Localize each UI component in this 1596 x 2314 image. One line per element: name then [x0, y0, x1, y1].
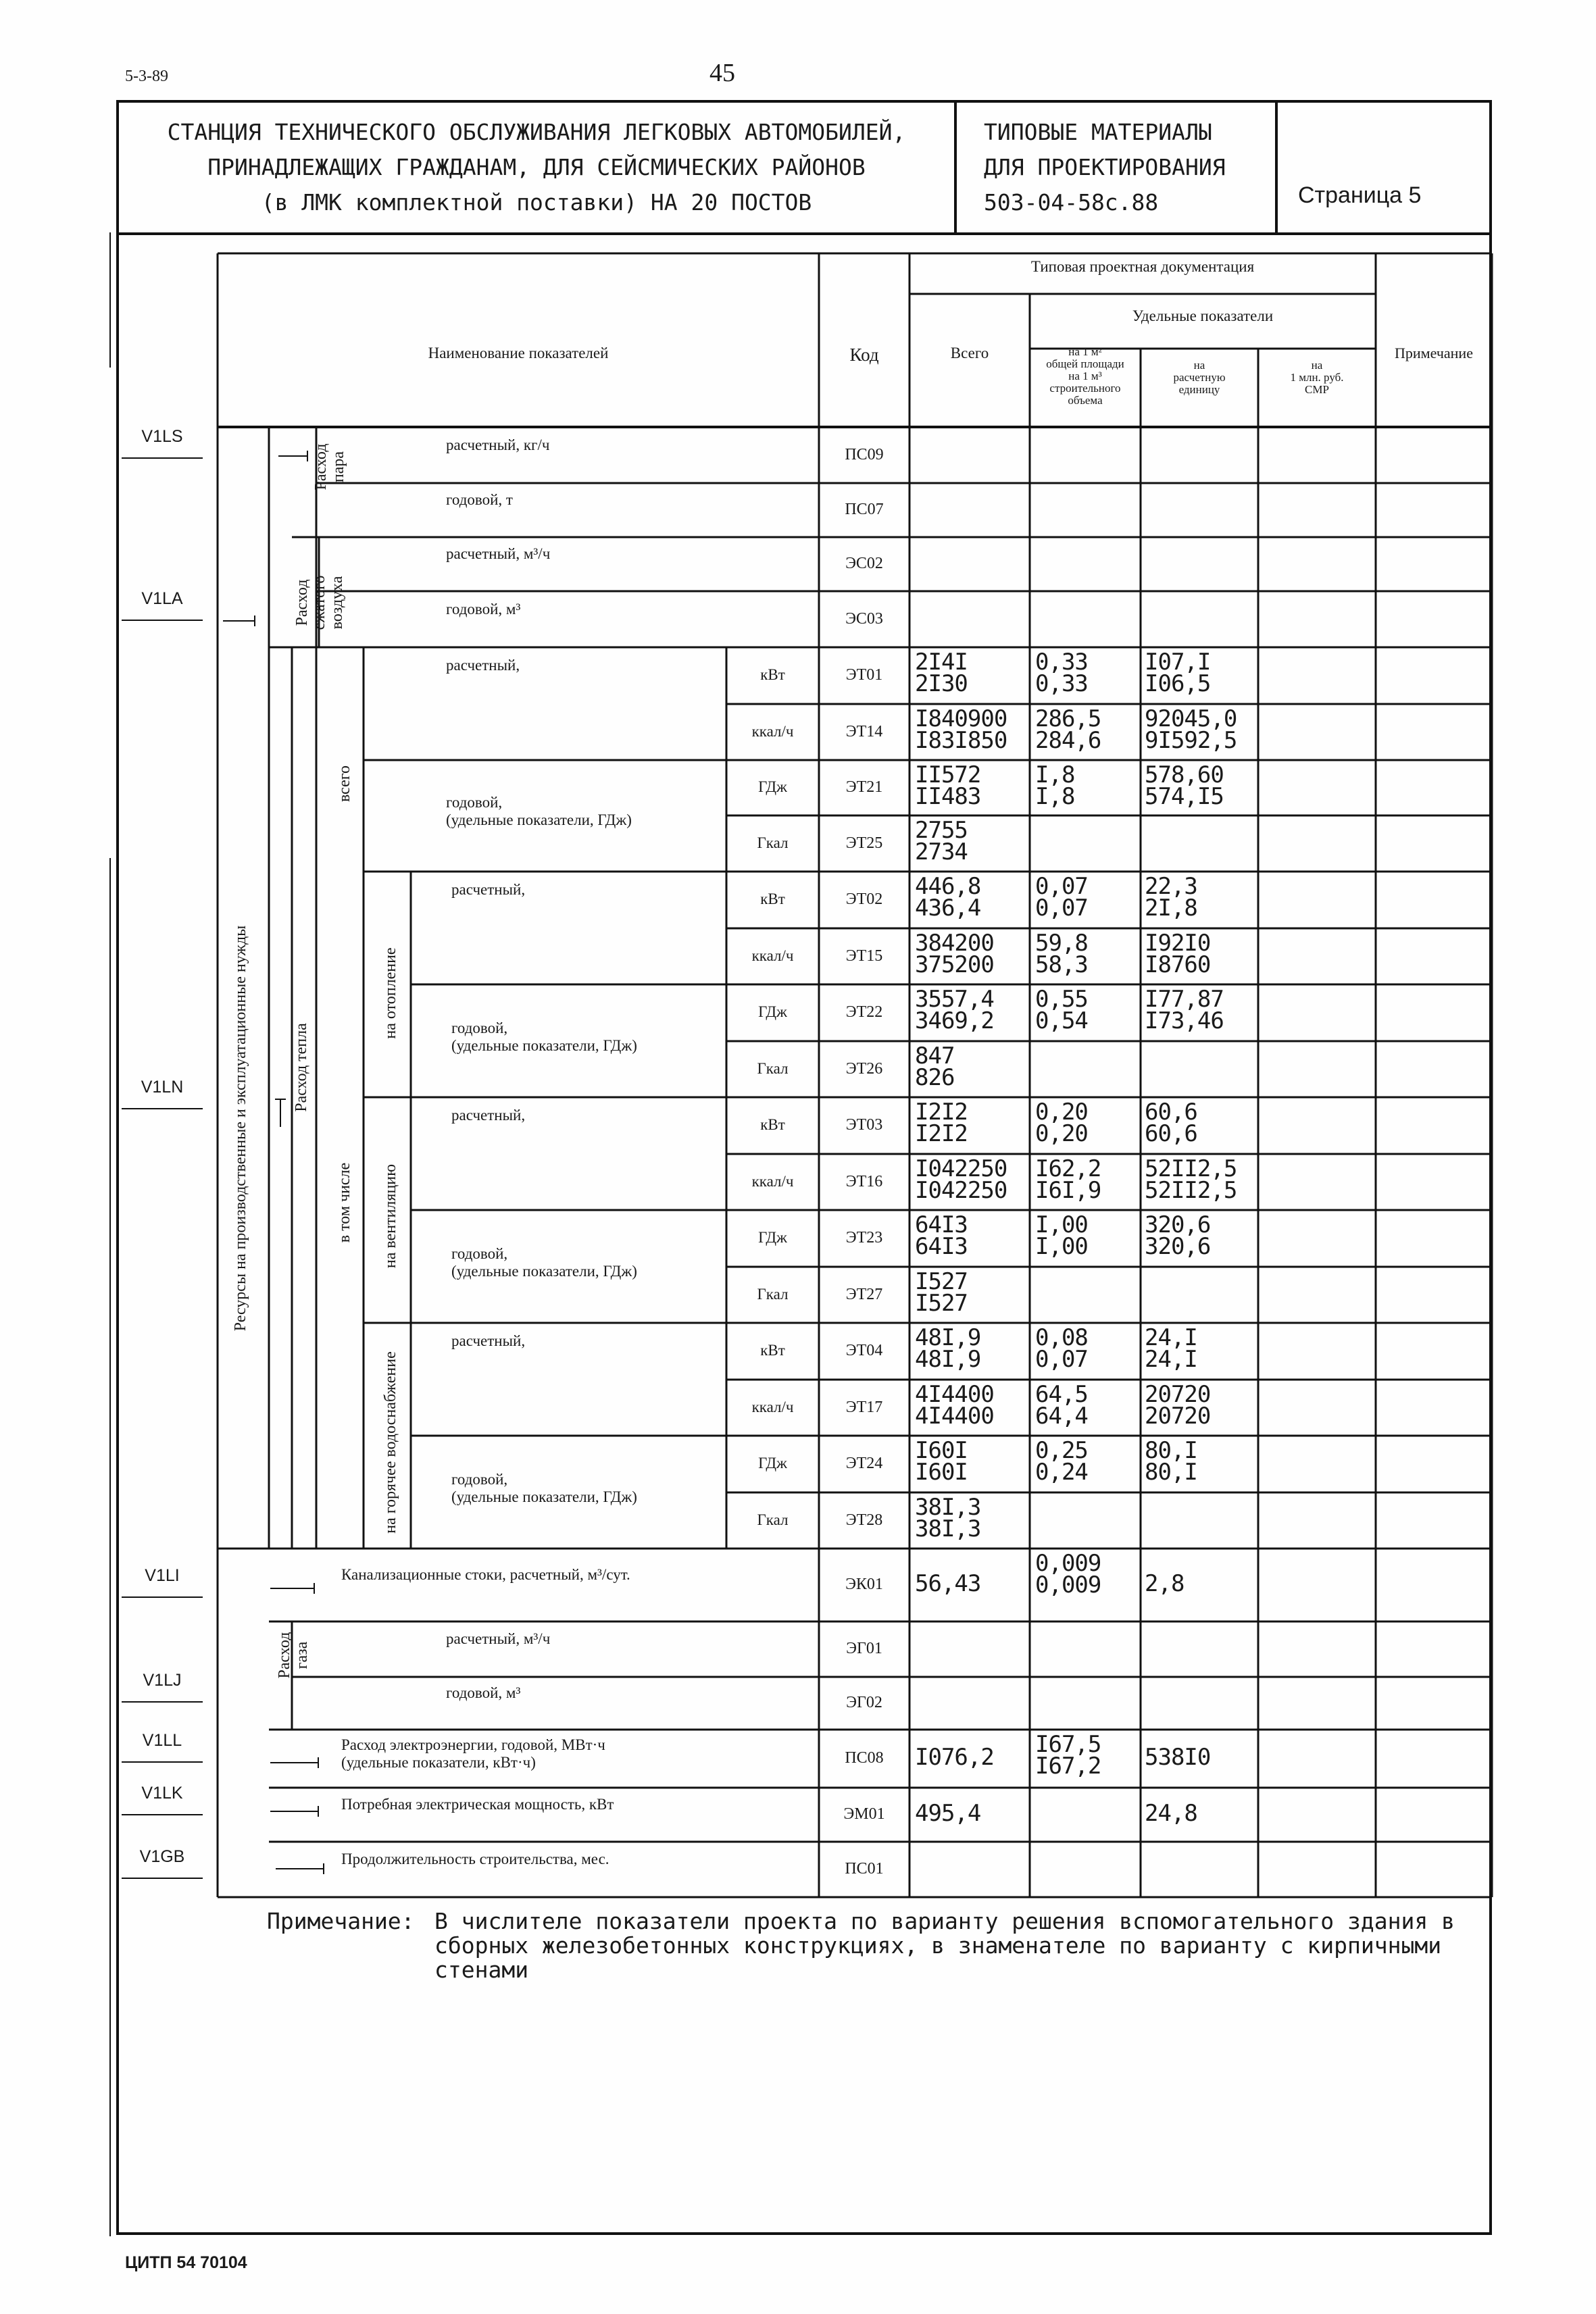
row-per-unit: 92045,0 9I592,5	[1145, 705, 1237, 754]
row-label: Продолжительность строительства, мес.	[341, 1851, 609, 1867]
group-heat: Расход тепла	[293, 1023, 310, 1112]
side-code-v1li: V1LI	[122, 1566, 203, 1586]
row-label: расчетный,	[451, 1332, 526, 1349]
header-name: Наименование показателей	[428, 345, 609, 361]
gas-l1: Расход	[276, 1632, 293, 1679]
row-per-unit: 538I0	[1145, 1744, 1211, 1771]
title-line-1: СТАНЦИЯ ТЕХНИЧЕСКОГО ОБСЛУЖИВАНИЯ ЛЕГКОВЫХ АВТОМОБИЛЕЙ,	[167, 119, 906, 145]
group-vent: на вентиляцию	[382, 1163, 399, 1269]
row-unit: ккал/ч	[751, 1398, 794, 1415]
row-per-m2: 0,55 0,54	[1035, 986, 1088, 1034]
footer-code: ЦИТП 54 70104	[125, 2253, 247, 2272]
gas-l2: газа	[293, 1641, 311, 1669]
row-label: годовой,	[446, 794, 503, 811]
row-label: расчетный,	[451, 1107, 526, 1124]
row-code: ЭТ02	[845, 890, 883, 908]
row-code: ЭТ28	[845, 1511, 883, 1529]
side-code-v1ls: V1LS	[122, 427, 203, 447]
row-per-unit: 578,60 574,I5	[1145, 761, 1224, 810]
row-unit: кВт	[760, 890, 785, 907]
group-total: всего	[336, 765, 353, 803]
row-code: ЭМ01	[843, 1805, 885, 1823]
row-unit: ГДж	[758, 1003, 787, 1020]
row-code: ЭТ04	[845, 1342, 883, 1359]
row-per-m2: 0,25 0,24	[1035, 1437, 1088, 1486]
per-mln-l2: 1 млн. руб.	[1290, 371, 1344, 384]
row-per-m2: 0,33 0,33	[1035, 649, 1088, 697]
row-per-unit: 52II2,5 52II2,5	[1145, 1155, 1237, 1204]
row-per-m2: I62,2 I6I,9	[1035, 1155, 1101, 1204]
row-per-unit: 320,6 320,6	[1145, 1211, 1211, 1260]
row-total: 446,8 436,4	[915, 873, 981, 922]
row-code: ПС07	[845, 501, 884, 518]
row-total: 48I,9 48I,9	[915, 1324, 981, 1373]
row-label: расчетный, м³/ч	[446, 1630, 551, 1647]
side-code-v1ll: V1LL	[122, 1731, 203, 1751]
row-per-m2: I,00 I,00	[1035, 1211, 1088, 1260]
row-label: годовой, м³	[446, 600, 521, 618]
series-line-1: ТИПОВЫЕ МАТЕРИАЛЫ	[984, 119, 1212, 145]
row-per-m2: 59,8 58,3	[1035, 930, 1088, 978]
steam-l1: Расход	[312, 443, 330, 491]
group-incl: в том числе	[336, 1162, 353, 1243]
document-code: 5-3-89	[125, 68, 168, 85]
row-per-unit: 24,8	[1145, 1800, 1197, 1827]
series-line-2: ДЛЯ ПРОЕКТИРОВАНИЯ	[984, 154, 1226, 180]
row-total: I840900 I83I850	[915, 705, 1007, 754]
row-per-unit: I92I0 I8760	[1145, 930, 1211, 978]
row-code: ЭТ24	[845, 1455, 883, 1472]
row-per-unit: 22,3 2I,8	[1145, 873, 1197, 922]
per-mln-l1: на	[1311, 359, 1323, 372]
row-total: I60I I60I	[915, 1437, 968, 1486]
row-per-unit: I07,I I06,5	[1145, 649, 1211, 697]
row-label: Канализационные стоки, расчетный, м³/сут.	[341, 1566, 630, 1583]
row-unit: ккал/ч	[751, 722, 794, 740]
group-resources: Ресурсы на производственные и эксплуатационные нужды	[232, 925, 249, 1332]
row-code: ЭС02	[845, 555, 883, 572]
arrow-air	[223, 620, 254, 622]
row-code: ЭТ22	[845, 1003, 883, 1021]
row-label: расчетный, кг/ч	[446, 436, 550, 453]
steam-l2: пара	[330, 451, 347, 483]
row-code: ПС09	[845, 445, 884, 463]
header-doc: Типовая проектная документация	[1030, 258, 1255, 275]
per-m2-l1: на 1 м²	[1068, 345, 1102, 358]
row-label-sub: (удельные показатели, ГДж)	[451, 1037, 637, 1054]
row-per-m2: 0,20 0,20	[1035, 1099, 1088, 1147]
header-note: Примечание	[1395, 345, 1473, 361]
per-unit-l1: на	[1193, 359, 1205, 372]
row-label: годовой, т	[446, 491, 513, 508]
row-code: ЭТ16	[845, 1172, 883, 1190]
title-line-3: (в ЛМК комплектной поставки) НА 20 ПОСТОВ	[261, 189, 812, 216]
side-code-v1gb: V1GB	[122, 1847, 203, 1867]
row-label: годовой,	[451, 1245, 508, 1262]
row-label: Расход электроэнергии, годовой, МВт·ч	[341, 1736, 605, 1753]
arrow-sewage	[270, 1588, 314, 1589]
row-label: расчетный, м³/ч	[446, 545, 551, 562]
row-per-m2: 286,5 284,6	[1035, 705, 1101, 754]
per-m2-l5: объема	[1068, 394, 1103, 407]
air-l2: сжатого	[311, 575, 328, 630]
side-code-v1lk: V1LK	[122, 1784, 203, 1803]
row-per-unit: I77,87 I73,46	[1145, 986, 1224, 1034]
row-per-unit: 80,I 80,I	[1145, 1437, 1197, 1486]
row-code: ЭТ17	[845, 1398, 883, 1416]
row-code: ЭТ27	[845, 1285, 883, 1303]
group-air	[293, 562, 346, 643]
footnote-label: Примечание:	[267, 1908, 415, 1934]
group-gas	[276, 1625, 311, 1686]
side-code-v1ln: V1LN	[122, 1078, 203, 1097]
air-l1: Расход	[293, 579, 311, 626]
row-unit: ГДж	[758, 1229, 787, 1246]
arrow-steam	[278, 455, 307, 457]
row-label: годовой,	[451, 1471, 508, 1488]
row-code: ЭТ23	[845, 1229, 883, 1247]
row-unit: Гкал	[757, 1511, 789, 1528]
row-label: годовой,	[451, 1020, 508, 1036]
header-per-m2	[1030, 346, 1141, 407]
row-unit: кВт	[760, 1342, 785, 1359]
row-code: ЭС03	[845, 609, 883, 628]
row-total: 3557,4 3469,2	[915, 986, 994, 1034]
row-label-sub: (удельные показатели, ГДж)	[451, 1488, 637, 1505]
header-code: Код	[849, 345, 879, 365]
air-l3: воздуха	[328, 576, 346, 630]
group-steam	[312, 427, 347, 507]
row-total: 64I3 64I3	[915, 1211, 968, 1260]
header-total: Всего	[950, 345, 989, 361]
arrow-heat	[280, 1100, 281, 1127]
header-specific: Удельные показатели	[1132, 307, 1274, 324]
title-line-2: ПРИНАДЛЕЖАЩИХ ГРАЖДАНАМ, ДЛЯ СЕЙСМИЧЕСКИХ РАЙОНОВ	[207, 154, 866, 180]
group-heating: на отопление	[382, 947, 399, 1039]
page-label: Страница 5	[1298, 182, 1422, 208]
row-total: 847 826	[915, 1042, 955, 1091]
arrow-power	[270, 1811, 318, 1812]
header-per-unit	[1141, 359, 1258, 396]
per-mln-l3: СМР	[1305, 383, 1329, 396]
per-unit-l2: расчетную	[1173, 371, 1226, 384]
row-code: ПС01	[845, 1860, 884, 1878]
row-label-sub: (удельные показатели, кВт·ч)	[341, 1754, 536, 1771]
row-total: 384200 375200	[915, 930, 994, 978]
row-code: ЭТ14	[845, 722, 883, 740]
row-code: ЭТ15	[845, 947, 883, 965]
row-code: ЭТ25	[845, 834, 883, 852]
row-label: расчетный,	[446, 657, 520, 674]
row-label: годовой, м³	[446, 1684, 521, 1701]
row-total: I527 I527	[915, 1268, 968, 1317]
row-total: 56,43	[915, 1570, 981, 1597]
group-hotwater: на горячее водоснабжение	[382, 1351, 399, 1534]
row-code: ЭТ21	[845, 778, 883, 796]
header-per-mln	[1258, 359, 1376, 396]
row-unit: ккал/ч	[751, 947, 794, 964]
row-per-m2: 0,07 0,07	[1035, 873, 1088, 922]
row-per-m2: I67,5 I67,2	[1035, 1731, 1101, 1780]
row-per-unit: 2,8	[1145, 1570, 1184, 1597]
row-total: 2755 2734	[915, 817, 968, 865]
row-per-m2: I,8 I,8	[1035, 761, 1075, 810]
row-code: ЭГ01	[846, 1640, 882, 1657]
row-code: ЭТ03	[845, 1116, 883, 1134]
footnote-text: В числителе показатели проекта по варианту решения вспомогательного здания в сборных железобетонных конструкциях, в знаменателе по варианту с кирпичными стенами	[434, 1908, 1455, 1983]
per-unit-l3: единицу	[1178, 383, 1220, 396]
row-code: ЭТ01	[845, 666, 883, 684]
row-label-sub: (удельные показатели, ГДж)	[451, 1263, 637, 1280]
row-total: 495,4	[915, 1800, 981, 1827]
row-per-unit: 20720 20720	[1145, 1381, 1211, 1430]
row-unit: ГДж	[758, 778, 787, 795]
row-code: ЭК01	[845, 1576, 883, 1593]
page-number: 45	[709, 59, 735, 87]
side-code-v1la: V1LA	[122, 589, 203, 609]
row-unit: Гкал	[757, 834, 789, 851]
row-label: расчетный,	[451, 881, 526, 898]
row-per-m2: 64,5 64,4	[1035, 1381, 1088, 1430]
row-per-m2: 0,009 0,009	[1035, 1550, 1101, 1599]
row-total: I076,2	[915, 1744, 994, 1771]
per-m2-l4: строительного	[1049, 382, 1121, 395]
row-unit: Гкал	[757, 1285, 789, 1303]
row-unit: Гкал	[757, 1059, 789, 1077]
row-label: Потребная электрическая мощность, кВт	[341, 1796, 614, 1813]
row-total: I2I2 I2I2	[915, 1099, 968, 1147]
row-code: ЭГ02	[846, 1694, 882, 1711]
side-code-v1lj: V1LJ	[122, 1671, 203, 1690]
row-per-m2: 0,08 0,07	[1035, 1324, 1088, 1373]
row-total: II572 II483	[915, 761, 981, 810]
arrow-duration	[276, 1868, 323, 1869]
row-unit: кВт	[760, 666, 785, 683]
series-line-3: 503-04-58с.88	[984, 189, 1159, 216]
row-unit: ГДж	[758, 1455, 787, 1472]
row-total: 38I,3 38I,3	[915, 1494, 981, 1542]
per-m2-l3: на 1 м³	[1068, 370, 1102, 382]
row-total: 2I4I 2I30	[915, 649, 968, 697]
row-unit: ккал/ч	[751, 1172, 794, 1190]
row-label-sub: (удельные показатели, ГДж)	[446, 811, 632, 828]
arrow-electricity	[270, 1762, 318, 1763]
row-code: ПС08	[845, 1749, 884, 1767]
per-m2-l2: общей площади	[1046, 357, 1124, 370]
row-per-unit: 60,6 60,6	[1145, 1099, 1197, 1147]
row-total: I042250 I042250	[915, 1155, 1007, 1204]
row-unit: кВт	[760, 1116, 785, 1133]
row-per-unit: 24,I 24,I	[1145, 1324, 1197, 1373]
row-code: ЭТ26	[845, 1059, 883, 1078]
row-total: 4I4400 4I4400	[915, 1381, 994, 1430]
